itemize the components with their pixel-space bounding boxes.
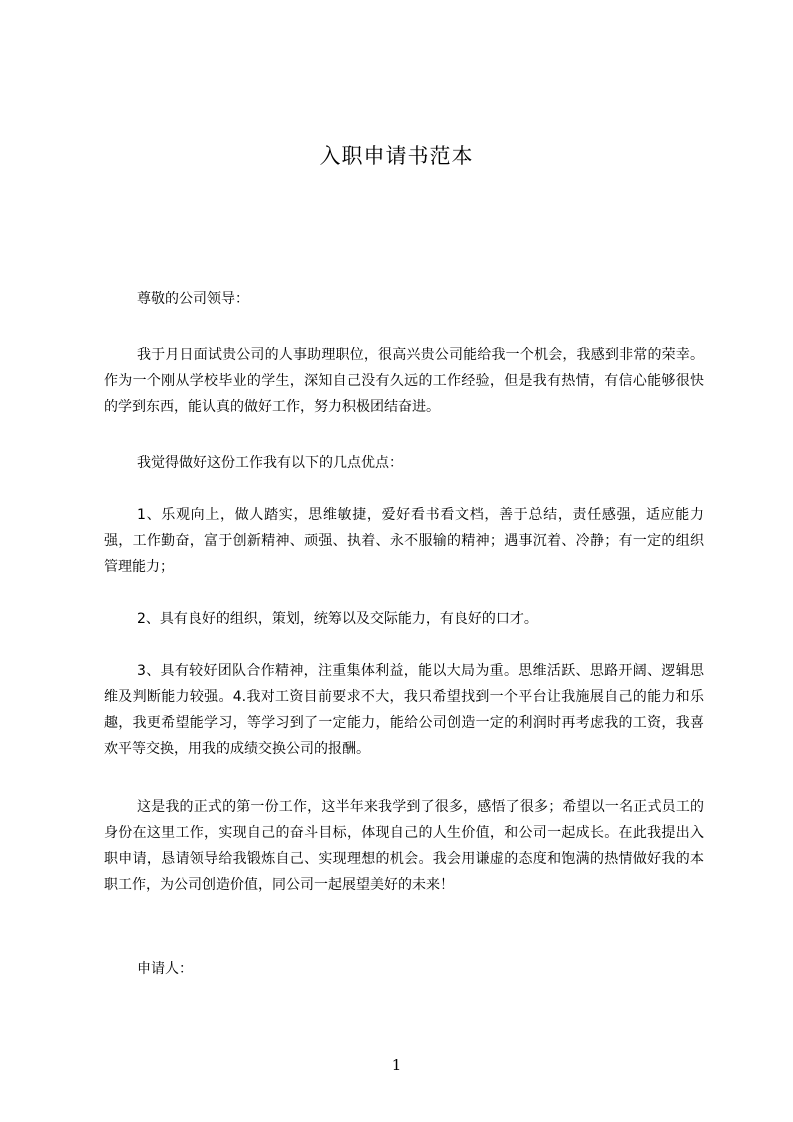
greeting-line: 尊敬的公司领导： [137, 291, 249, 307]
signature-line: 申请人： [137, 961, 193, 977]
paragraph-intro: 我于月日面试贵公司的人事助理职位，很高兴贵公司能给我一个机会，我感到非常的荣幸。作为一个刚从学校毕业的学生，深知自己没有久远的工作经验，但是我有热情，有信心能够很快的学到东西，能认真的做好工作，努力积极团结奋进。 [104, 347, 704, 415]
paragraph-strength-3: 3、具有较好团队合作精神，注重集体利益，能以大局为重。思维活跃、思路开阔、逻辑思维及判断能力较强。4.我对工资目前要求不大，我只希望找到一个平台让我施展自己的能力和乐趣，我更希望能学习，等学习到了一定能力，能给公司创造一定的利润时再考虑我的工资，我喜欢平等交换，用我的成绩交换公司的报酬。 [104, 663, 704, 757]
paragraph-strengths-lead: 我觉得做好这份工作我有以下的几点优点： [137, 455, 403, 471]
paragraph-strength-1: 1、乐观向上，做人踏实，思维敏捷，爱好看书看文档，善于总结，责任感强，适应能力强，工作勤奋，富于创新精神、顽强、执着、永不服输的精神；遇事沉着、冷静；有一定的组织管理能力； [104, 507, 704, 575]
page-number: 1 [391, 1056, 402, 1074]
paragraph-closing: 这是我的正式的第一份工作，这半年来我学到了很多，感悟了很多；希望以一名正式员工的身份在这里工作，实现自己的奋斗目标，体现自己的人生价值，和公司一起成长。在此我提出入职申请，恳请领导给我锻炼自己、实现理想的机会。我会用谦虚的态度和饱满的热情做好我的本职工作，为公司创造价值，同公司一起展望美好的未来！ [104, 799, 704, 893]
paragraph-strength-2: 2、具有良好的组织，策划，统筹以及交际能力，有良好的口才。 [137, 611, 538, 627]
document-title: 入职申请书范本 [319, 144, 474, 168]
